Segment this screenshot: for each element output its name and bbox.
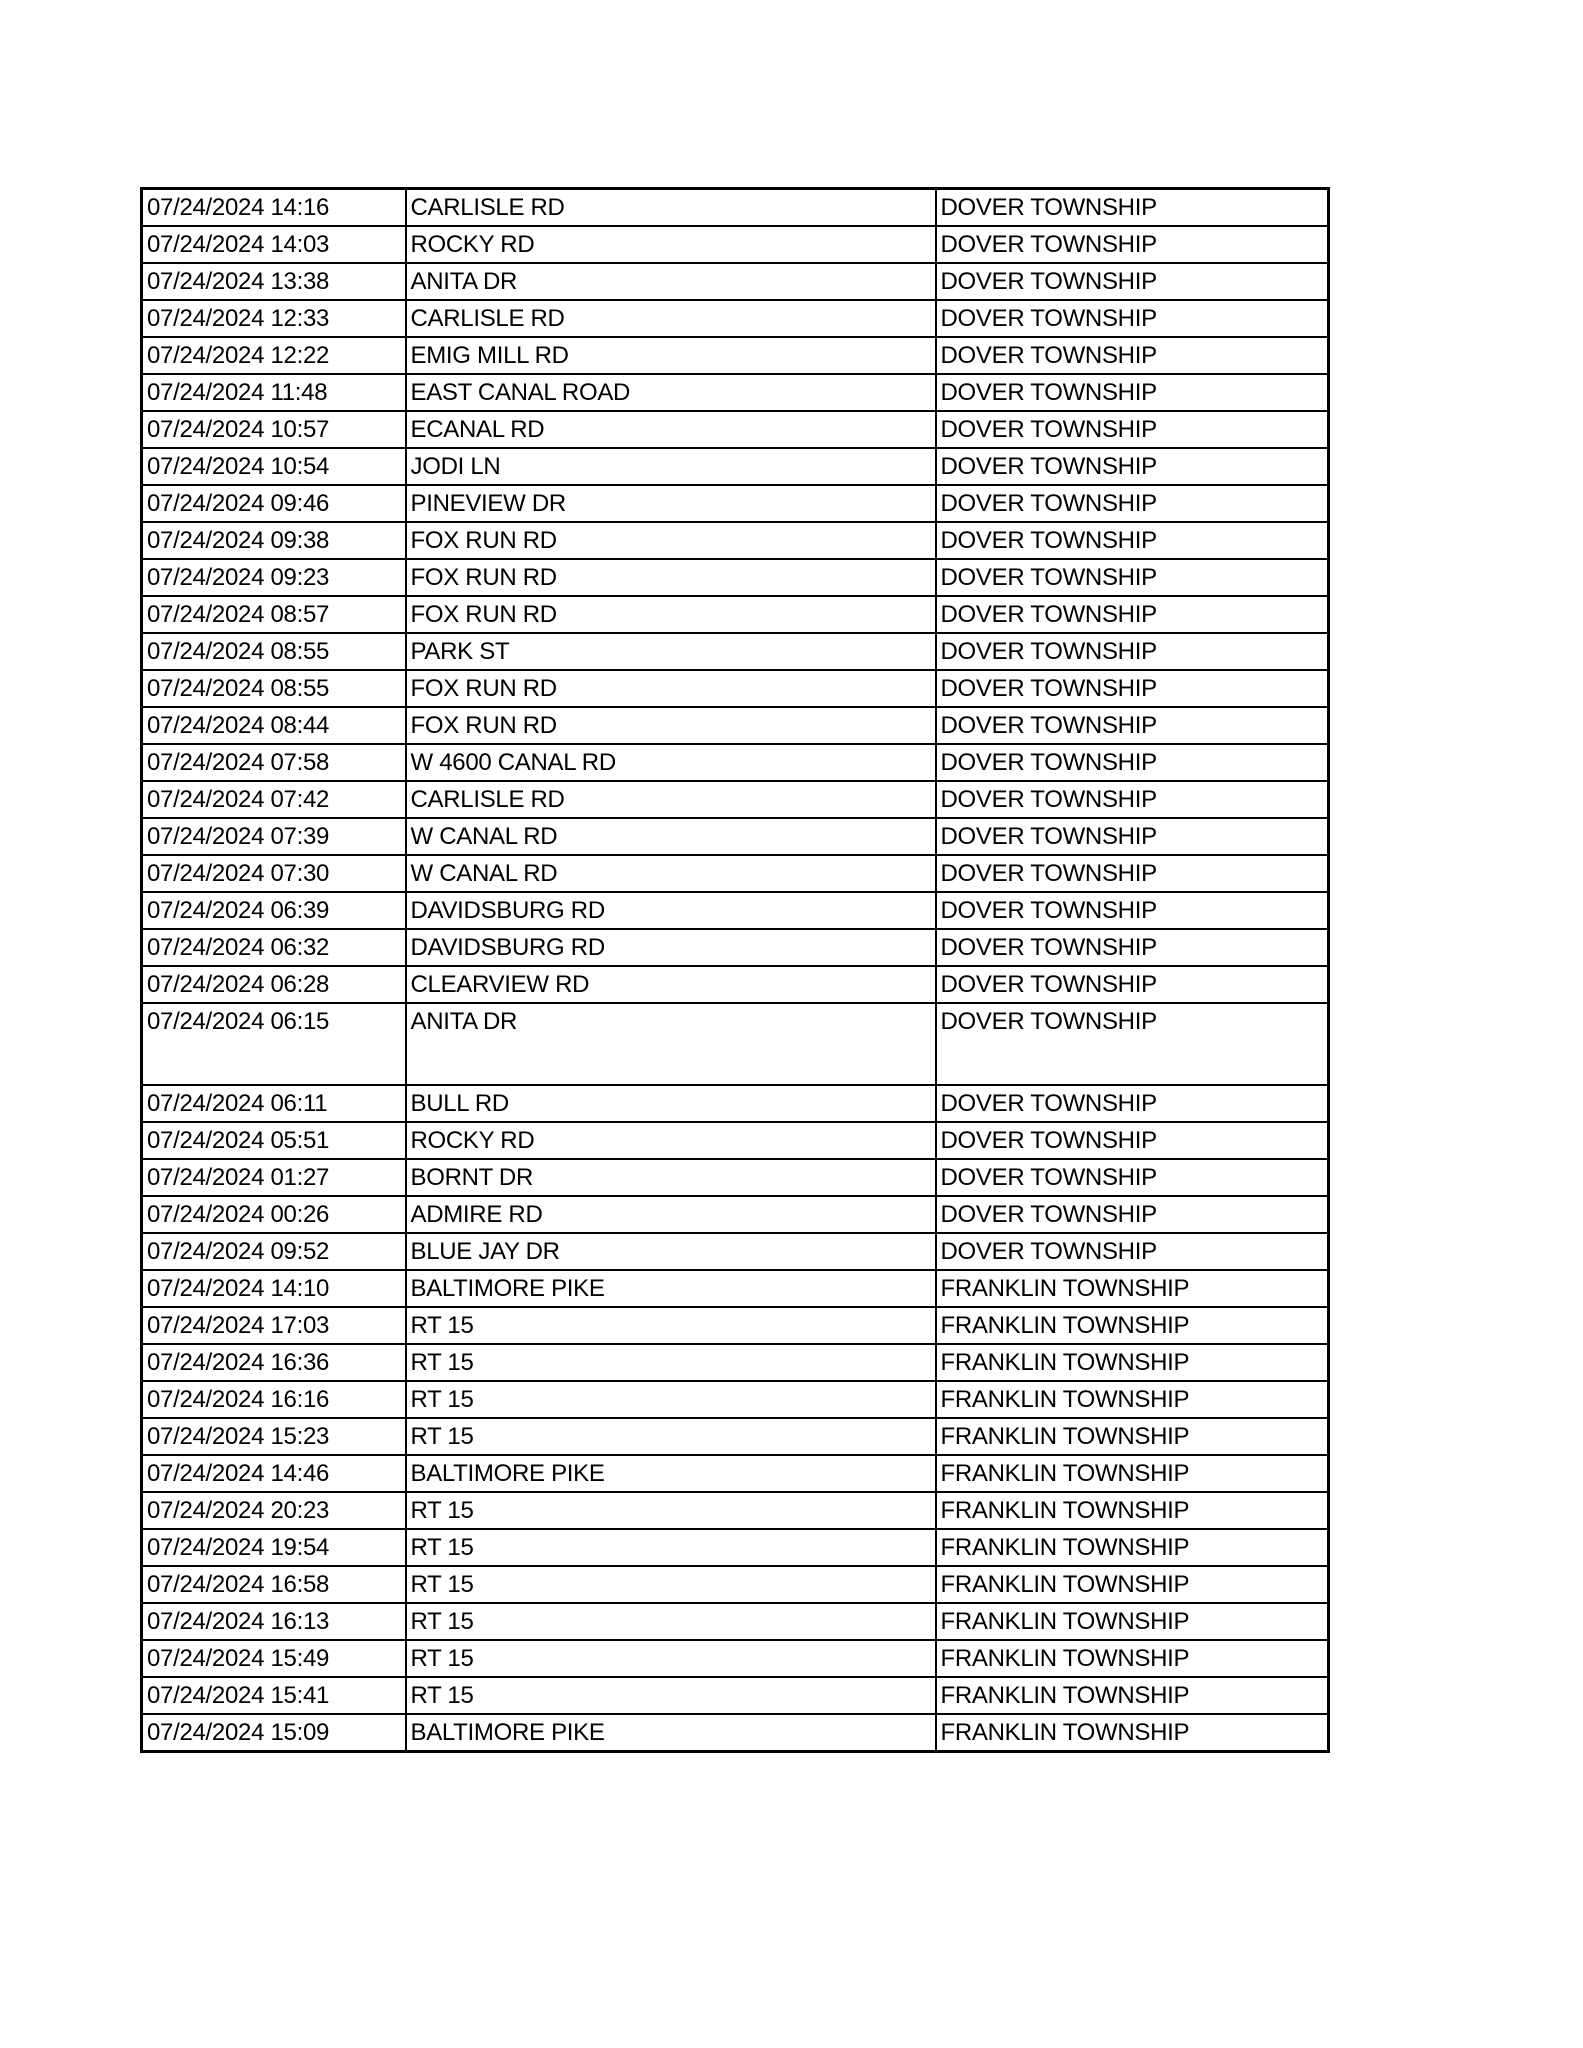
table-row bbox=[142, 1196, 1329, 1233]
street-cell: RT 15 bbox=[406, 1307, 936, 1344]
datetime-cell: 07/24/2024 15:23 bbox=[142, 1418, 406, 1455]
street-cell: BALTIMORE PIKE bbox=[406, 1455, 936, 1492]
municipality-cell: DOVER TOWNSHIP bbox=[936, 1196, 1329, 1233]
municipality-cell: FRANKLIN TOWNSHIP bbox=[936, 1640, 1329, 1677]
datetime-cell: 07/24/2024 10:54 bbox=[142, 448, 406, 485]
datetime-cell: 07/24/2024 08:55 bbox=[142, 670, 406, 707]
datetime-cell: 07/24/2024 12:22 bbox=[142, 337, 406, 374]
table-row bbox=[142, 1640, 1329, 1677]
street-cell: BORNT DR bbox=[406, 1159, 936, 1196]
municipality-cell: DOVER TOWNSHIP bbox=[936, 300, 1329, 337]
street-cell: RT 15 bbox=[406, 1344, 936, 1381]
table-row bbox=[142, 966, 1329, 1003]
datetime-cell: 07/24/2024 15:09 bbox=[142, 1714, 406, 1752]
street-cell: CARLISLE RD bbox=[406, 189, 936, 227]
datetime-cell: 07/24/2024 06:39 bbox=[142, 892, 406, 929]
datetime-cell: 07/24/2024 17:03 bbox=[142, 1307, 406, 1344]
table-row bbox=[142, 263, 1329, 300]
municipality-cell: DOVER TOWNSHIP bbox=[936, 1233, 1329, 1270]
street-cell: FOX RUN RD bbox=[406, 707, 936, 744]
datetime-cell: 07/24/2024 13:38 bbox=[142, 263, 406, 300]
datetime-cell: 07/24/2024 16:16 bbox=[142, 1381, 406, 1418]
incident-log-table bbox=[140, 187, 1330, 1753]
table-row bbox=[142, 1455, 1329, 1492]
datetime-cell: 07/24/2024 09:46 bbox=[142, 485, 406, 522]
datetime-cell: 07/24/2024 16:36 bbox=[142, 1344, 406, 1381]
street-cell: CARLISLE RD bbox=[406, 781, 936, 818]
municipality-cell: DOVER TOWNSHIP bbox=[936, 744, 1329, 781]
table-row bbox=[142, 892, 1329, 929]
municipality-cell: DOVER TOWNSHIP bbox=[936, 374, 1329, 411]
municipality-cell: FRANKLIN TOWNSHIP bbox=[936, 1270, 1329, 1307]
table-row bbox=[142, 374, 1329, 411]
municipality-cell: DOVER TOWNSHIP bbox=[936, 448, 1329, 485]
table-row bbox=[142, 448, 1329, 485]
table-row bbox=[142, 1344, 1329, 1381]
datetime-cell: 07/24/2024 07:39 bbox=[142, 818, 406, 855]
municipality-cell: FRANKLIN TOWNSHIP bbox=[936, 1603, 1329, 1640]
incident-log-body bbox=[142, 189, 1329, 1752]
municipality-cell: FRANKLIN TOWNSHIP bbox=[936, 1455, 1329, 1492]
datetime-cell: 07/24/2024 15:41 bbox=[142, 1677, 406, 1714]
municipality-cell: FRANKLIN TOWNSHIP bbox=[936, 1714, 1329, 1752]
street-cell: FOX RUN RD bbox=[406, 559, 936, 596]
municipality-cell: DOVER TOWNSHIP bbox=[936, 670, 1329, 707]
street-cell: RT 15 bbox=[406, 1418, 936, 1455]
datetime-cell: 07/24/2024 20:23 bbox=[142, 1492, 406, 1529]
datetime-cell: 07/24/2024 09:38 bbox=[142, 522, 406, 559]
municipality-cell: FRANKLIN TOWNSHIP bbox=[936, 1307, 1329, 1344]
table-row bbox=[142, 485, 1329, 522]
street-cell: RT 15 bbox=[406, 1677, 936, 1714]
table-row bbox=[142, 1233, 1329, 1270]
street-cell: ROCKY RD bbox=[406, 1122, 936, 1159]
datetime-cell: 07/24/2024 00:26 bbox=[142, 1196, 406, 1233]
datetime-cell: 07/24/2024 12:33 bbox=[142, 300, 406, 337]
table-row bbox=[142, 1159, 1329, 1196]
municipality-cell: DOVER TOWNSHIP bbox=[936, 485, 1329, 522]
street-cell: ECANAL RD bbox=[406, 411, 936, 448]
municipality-cell: DOVER TOWNSHIP bbox=[936, 226, 1329, 263]
street-cell: EAST CANAL ROAD bbox=[406, 374, 936, 411]
street-cell: RT 15 bbox=[406, 1529, 936, 1566]
table-row bbox=[142, 1381, 1329, 1418]
table-row bbox=[142, 226, 1329, 263]
street-cell: RT 15 bbox=[406, 1640, 936, 1677]
datetime-cell: 07/24/2024 06:11 bbox=[142, 1085, 406, 1122]
datetime-cell: 07/24/2024 16:13 bbox=[142, 1603, 406, 1640]
municipality-cell: DOVER TOWNSHIP bbox=[936, 707, 1329, 744]
table-row bbox=[142, 411, 1329, 448]
datetime-cell: 07/24/2024 14:10 bbox=[142, 1270, 406, 1307]
street-cell: FOX RUN RD bbox=[406, 596, 936, 633]
datetime-cell: 07/24/2024 08:55 bbox=[142, 633, 406, 670]
table-row bbox=[142, 1085, 1329, 1122]
municipality-cell: DOVER TOWNSHIP bbox=[936, 781, 1329, 818]
street-cell: JODI LN bbox=[406, 448, 936, 485]
datetime-cell: 07/24/2024 09:23 bbox=[142, 559, 406, 596]
municipality-cell: DOVER TOWNSHIP bbox=[936, 855, 1329, 892]
table-row bbox=[142, 1714, 1329, 1752]
municipality-cell: DOVER TOWNSHIP bbox=[936, 1122, 1329, 1159]
municipality-cell: DOVER TOWNSHIP bbox=[936, 892, 1329, 929]
street-cell: FOX RUN RD bbox=[406, 670, 936, 707]
datetime-cell: 07/24/2024 05:51 bbox=[142, 1122, 406, 1159]
table-row bbox=[142, 818, 1329, 855]
municipality-cell: FRANKLIN TOWNSHIP bbox=[936, 1344, 1329, 1381]
street-cell: BULL RD bbox=[406, 1085, 936, 1122]
table-row bbox=[142, 300, 1329, 337]
datetime-cell: 07/24/2024 10:57 bbox=[142, 411, 406, 448]
datetime-cell: 07/24/2024 06:28 bbox=[142, 966, 406, 1003]
street-cell: PINEVIEW DR bbox=[406, 485, 936, 522]
table-row bbox=[142, 707, 1329, 744]
municipality-cell: DOVER TOWNSHIP bbox=[936, 1085, 1329, 1122]
table-row bbox=[142, 1603, 1329, 1640]
table-row bbox=[142, 522, 1329, 559]
table-row bbox=[142, 781, 1329, 818]
datetime-cell: 07/24/2024 08:44 bbox=[142, 707, 406, 744]
street-cell: RT 15 bbox=[406, 1603, 936, 1640]
datetime-cell: 07/24/2024 14:46 bbox=[142, 1455, 406, 1492]
municipality-cell: DOVER TOWNSHIP bbox=[936, 337, 1329, 374]
datetime-cell: 07/24/2024 06:15 bbox=[142, 1003, 406, 1085]
street-cell: W 4600 CANAL RD bbox=[406, 744, 936, 781]
table-row bbox=[142, 596, 1329, 633]
street-cell: W CANAL RD bbox=[406, 818, 936, 855]
street-cell: RT 15 bbox=[406, 1492, 936, 1529]
table-row bbox=[142, 1492, 1329, 1529]
street-cell: ANITA DR bbox=[406, 1003, 936, 1085]
datetime-cell: 07/24/2024 11:48 bbox=[142, 374, 406, 411]
datetime-cell: 07/24/2024 01:27 bbox=[142, 1159, 406, 1196]
table-row bbox=[142, 855, 1329, 892]
table-row bbox=[142, 337, 1329, 374]
street-cell: FOX RUN RD bbox=[406, 522, 936, 559]
table-row bbox=[142, 1307, 1329, 1344]
table-row bbox=[142, 1566, 1329, 1603]
table-row bbox=[142, 559, 1329, 596]
street-cell: CLEARVIEW RD bbox=[406, 966, 936, 1003]
street-cell: ROCKY RD bbox=[406, 226, 936, 263]
datetime-cell: 07/24/2024 07:42 bbox=[142, 781, 406, 818]
datetime-cell: 07/24/2024 19:54 bbox=[142, 1529, 406, 1566]
datetime-cell: 07/24/2024 08:57 bbox=[142, 596, 406, 633]
street-cell: DAVIDSBURG RD bbox=[406, 929, 936, 966]
municipality-cell: FRANKLIN TOWNSHIP bbox=[936, 1418, 1329, 1455]
datetime-cell: 07/24/2024 16:58 bbox=[142, 1566, 406, 1603]
table-row bbox=[142, 189, 1329, 227]
table-row bbox=[142, 1418, 1329, 1455]
street-cell: CARLISLE RD bbox=[406, 300, 936, 337]
datetime-cell: 07/24/2024 07:58 bbox=[142, 744, 406, 781]
datetime-cell: 07/24/2024 07:30 bbox=[142, 855, 406, 892]
street-cell: RT 15 bbox=[406, 1381, 936, 1418]
street-cell: RT 15 bbox=[406, 1566, 936, 1603]
street-cell: DAVIDSBURG RD bbox=[406, 892, 936, 929]
table-row bbox=[142, 744, 1329, 781]
datetime-cell: 07/24/2024 06:32 bbox=[142, 929, 406, 966]
municipality-cell: DOVER TOWNSHIP bbox=[936, 966, 1329, 1003]
street-cell: PARK ST bbox=[406, 633, 936, 670]
table-row bbox=[142, 1529, 1329, 1566]
municipality-cell: FRANKLIN TOWNSHIP bbox=[936, 1381, 1329, 1418]
municipality-cell: DOVER TOWNSHIP bbox=[936, 1159, 1329, 1196]
table-row bbox=[142, 633, 1329, 670]
municipality-cell: DOVER TOWNSHIP bbox=[936, 559, 1329, 596]
municipality-cell: DOVER TOWNSHIP bbox=[936, 411, 1329, 448]
municipality-cell: DOVER TOWNSHIP bbox=[936, 596, 1329, 633]
street-cell: W CANAL RD bbox=[406, 855, 936, 892]
municipality-cell: DOVER TOWNSHIP bbox=[936, 1003, 1329, 1085]
table-row bbox=[142, 1003, 1329, 1085]
municipality-cell: DOVER TOWNSHIP bbox=[936, 522, 1329, 559]
municipality-cell: FRANKLIN TOWNSHIP bbox=[936, 1492, 1329, 1529]
datetime-cell: 07/24/2024 15:49 bbox=[142, 1640, 406, 1677]
table-row bbox=[142, 929, 1329, 966]
datetime-cell: 07/24/2024 14:03 bbox=[142, 226, 406, 263]
municipality-cell: FRANKLIN TOWNSHIP bbox=[936, 1529, 1329, 1566]
table-row bbox=[142, 670, 1329, 707]
municipality-cell: DOVER TOWNSHIP bbox=[936, 633, 1329, 670]
street-cell: BALTIMORE PIKE bbox=[406, 1714, 936, 1752]
street-cell: ADMIRE RD bbox=[406, 1196, 936, 1233]
street-cell: ANITA DR bbox=[406, 263, 936, 300]
municipality-cell: DOVER TOWNSHIP bbox=[936, 189, 1329, 227]
municipality-cell: DOVER TOWNSHIP bbox=[936, 929, 1329, 966]
table-row bbox=[142, 1677, 1329, 1714]
datetime-cell: 07/24/2024 14:16 bbox=[142, 189, 406, 227]
datetime-cell: 07/24/2024 09:52 bbox=[142, 1233, 406, 1270]
municipality-cell: DOVER TOWNSHIP bbox=[936, 263, 1329, 300]
table-row bbox=[142, 1122, 1329, 1159]
municipality-cell: FRANKLIN TOWNSHIP bbox=[936, 1566, 1329, 1603]
municipality-cell: FRANKLIN TOWNSHIP bbox=[936, 1677, 1329, 1714]
municipality-cell: DOVER TOWNSHIP bbox=[936, 818, 1329, 855]
street-cell: BLUE JAY DR bbox=[406, 1233, 936, 1270]
street-cell: BALTIMORE PIKE bbox=[406, 1270, 936, 1307]
street-cell: EMIG MILL RD bbox=[406, 337, 936, 374]
table-row bbox=[142, 1270, 1329, 1307]
